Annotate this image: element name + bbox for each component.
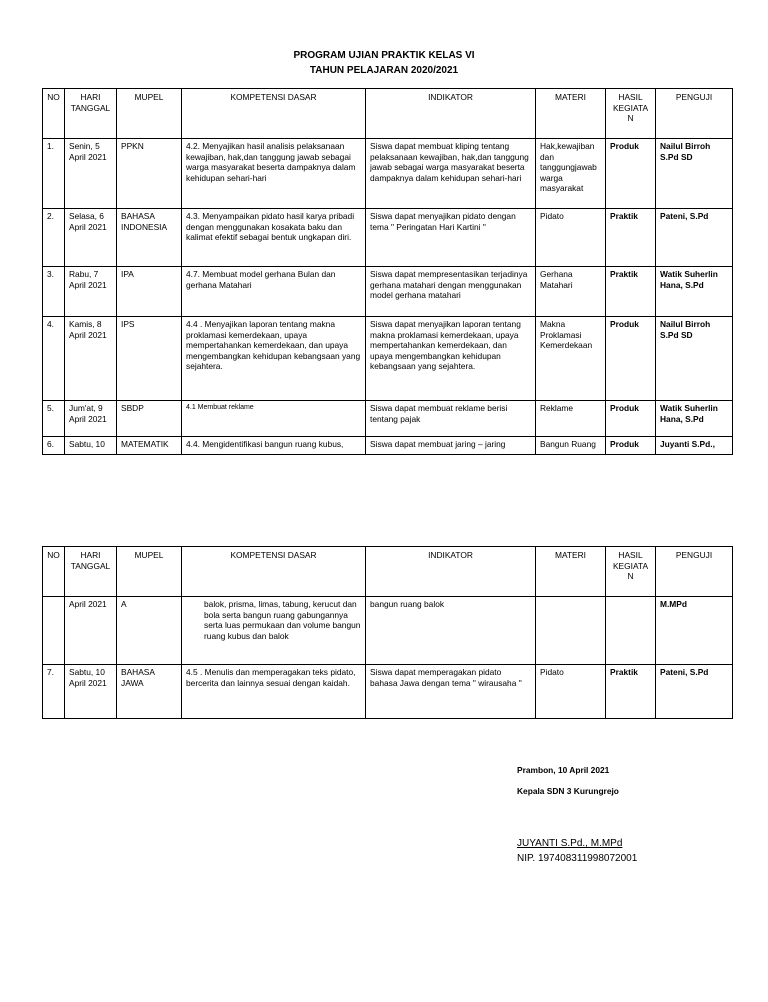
header-mupel: MUPEL (117, 547, 182, 597)
cell-materi: Makna Proklamasi Kemerdekaan (536, 317, 606, 401)
cell-penguji: Nailul Birroh S.Pd SD (656, 317, 733, 401)
header-kompetensi-dasar: KOMPETENSI DASAR (182, 89, 366, 139)
signature-place-date: Prambon, 10 April 2021 (517, 765, 610, 775)
table-header-row (43, 547, 733, 597)
document-title: PROGRAM UJIAN PRAKTIK KELAS VI (293, 50, 475, 61)
cell-no: 7. (43, 665, 65, 719)
signature-nip: NIP. 197408311998072001 (517, 853, 638, 864)
cell-indikator: Siswa dapat membuat jaring – jaring (366, 437, 536, 455)
cell-materi: Hak,kewajiban dan tanggungjawab warga masyarakat (536, 139, 606, 209)
cell-hasil: Produk (606, 139, 656, 209)
cell-kd: 4.3. Menyampaikan pidato hasil karya pribadi dengan menggunakan kosakata baku dan kalimat efektif sebagai bentuk ungkapan diri. (182, 209, 366, 267)
document-subtitle: TAHUN PELAJARAN 2020/2021 (309, 65, 459, 76)
cell-hari: Senin, 5 April 2021 (65, 139, 117, 209)
header-materi: MATERI (536, 547, 606, 597)
cell-hasil: Produk (606, 401, 656, 437)
cell-penguji: Watik Suherlin Hana, S.Pd (656, 267, 733, 317)
cell-indikator: Siswa dapat membuat kliping tentang pelaksanaan kewajiban, hak,dan tanggung jawab sebagai warga masyarakat beserta dampaknya dalam kehidupan sehari-hari (366, 139, 536, 209)
header-mupel: MUPEL (117, 89, 182, 139)
header-no: NO (43, 547, 65, 597)
header-kompetensi-dasar: KOMPETENSI DASAR (182, 547, 366, 597)
header-penguji: PENGUJI (656, 547, 733, 597)
cell-penguji: Pateni, S.Pd (656, 209, 733, 267)
cell-no: 3. (43, 267, 65, 317)
cell-kd: 4.4. Mengidentifikasi bangun ruang kubus, (182, 437, 366, 455)
cell-penguji: M.MPd (656, 597, 733, 665)
cell-materi (536, 597, 606, 665)
cell-indikator: Siswa dapat menyajikan laporan tentang makna proklamasi kemerdekaan, upaya mempertahankan kemerdekaan, dan upaya mengembangkan kehidupan kebangsaan yang sejahtera. (366, 317, 536, 401)
cell-no: 4. (43, 317, 65, 401)
cell-kd: 4.5 . Menulis dan memperagakan teks pidato, bercerita dan lainnya sesuai dengan kaidah. (182, 665, 366, 719)
table-row (43, 209, 733, 267)
table-row (43, 665, 733, 719)
cell-penguji: Watik Suherlin Hana, S.Pd (656, 401, 733, 437)
cell-hasil: Praktik (606, 665, 656, 719)
cell-hasil: Produk (606, 317, 656, 401)
cell-mupel: IPS (117, 317, 182, 401)
cell-hasil: Praktik (606, 267, 656, 317)
cell-hari: Sabtu, 10 (65, 437, 117, 455)
cell-mupel: MATEMATIK (117, 437, 182, 455)
cell-indikator: bangun ruang balok (366, 597, 536, 665)
cell-hari: April 2021 (65, 597, 117, 665)
cell-no: 5. (43, 401, 65, 437)
cell-no: 2. (43, 209, 65, 267)
cell-penguji: Pateni, S.Pd (656, 665, 733, 719)
signature-name: JUYANTI S.Pd., M.MPd (517, 838, 623, 849)
exam-schedule-table-2 (42, 546, 733, 719)
cell-kd: 4.1 Membuat reklame (182, 401, 366, 437)
cell-mupel: SBDP (117, 401, 182, 437)
cell-materi: Bangun Ruang (536, 437, 606, 455)
cell-mupel: IPA (117, 267, 182, 317)
cell-no (43, 597, 65, 665)
header-indikator: INDIKATOR (366, 547, 536, 597)
cell-materi: Reklame (536, 401, 606, 437)
cell-no: 6. (43, 437, 65, 455)
header-indikator: INDIKATOR (366, 89, 536, 139)
cell-penguji: Juyanti S.Pd., (656, 437, 733, 455)
cell-hasil: Praktik (606, 209, 656, 267)
cell-kd: 4.7. Membuat model gerhana Bulan dan gerhana Matahari (182, 267, 366, 317)
cell-mupel: BAHASA JAWA (117, 665, 182, 719)
header-hasil-kegiatan: HASIL KEGIATA N (606, 547, 656, 597)
table-row (43, 597, 733, 665)
cell-materi: Pidato (536, 665, 606, 719)
cell-kd: 4.2. Menyajikan hasil analisis pelaksanaan kewajiban, hak,dan tanggung jawab sebagai warga masyarakat beserta dampaknya dalam kehidupan sehari-hari (182, 139, 366, 209)
table-row (43, 401, 733, 437)
table-row (43, 139, 733, 209)
table-row (43, 317, 733, 401)
cell-hasil (606, 597, 656, 665)
cell-mupel: A (117, 597, 182, 665)
header-materi: MATERI (536, 89, 606, 139)
table-row (43, 437, 733, 455)
cell-hari: Rabu, 7 April 2021 (65, 267, 117, 317)
cell-mupel: PPKN (117, 139, 182, 209)
cell-materi: Pidato (536, 209, 606, 267)
header-hasil-kegiatan: HASIL KEGIATA N (606, 89, 656, 139)
cell-hari: Kamis, 8 April 2021 (65, 317, 117, 401)
header-penguji: PENGUJI (656, 89, 733, 139)
header-no: NO (43, 89, 65, 139)
cell-indikator: Siswa dapat memperagakan pidato bahasa Jawa dengan tema " wirausaha " (366, 665, 536, 719)
table-header-row (43, 89, 733, 139)
exam-schedule-table-1 (42, 88, 733, 455)
header-hari-tanggal: HARI TANGGAL (65, 89, 117, 139)
cell-hari: Sabtu, 10 April 2021 (65, 665, 117, 719)
cell-indikator: Siswa dapat menyajikan pidato dengan tema " Peringatan Hari Kartini " (366, 209, 536, 267)
cell-hasil: Produk (606, 437, 656, 455)
cell-indikator: Siswa dapat mempresentasikan terjadinya gerhana matahari dengan menggunakan model gerhana matahari (366, 267, 536, 317)
signature-role: Kepala SDN 3 Kurungrejo (517, 786, 619, 796)
cell-hari: Selasa, 6 April 2021 (65, 209, 117, 267)
cell-mupel: BAHASA INDONESIA (117, 209, 182, 267)
header-hari-tanggal: HARI TANGGAL (65, 547, 117, 597)
cell-indikator: Siswa dapat membuat reklame berisi tentang pajak (366, 401, 536, 437)
cell-kd: 4.4 . Menyajikan laporan tentang makna proklamasi kemerdekaan, upaya mempertahankan kemerdekaan, dan upaya mengembangkan kehidupan kebangsaan yang sejahtera. (182, 317, 366, 401)
cell-kd: balok, prisma, limas, tabung, kerucut dan bola serta bangun ruang gabungannya serta luas permukaan dan volume bangun ruang kubus dan balok (182, 597, 366, 665)
cell-no: 1. (43, 139, 65, 209)
table-row (43, 267, 733, 317)
cell-penguji: Nailul Birroh S.Pd SD (656, 139, 733, 209)
cell-materi: Gerhana Matahari (536, 267, 606, 317)
cell-hari: Jum'at, 9 April 2021 (65, 401, 117, 437)
